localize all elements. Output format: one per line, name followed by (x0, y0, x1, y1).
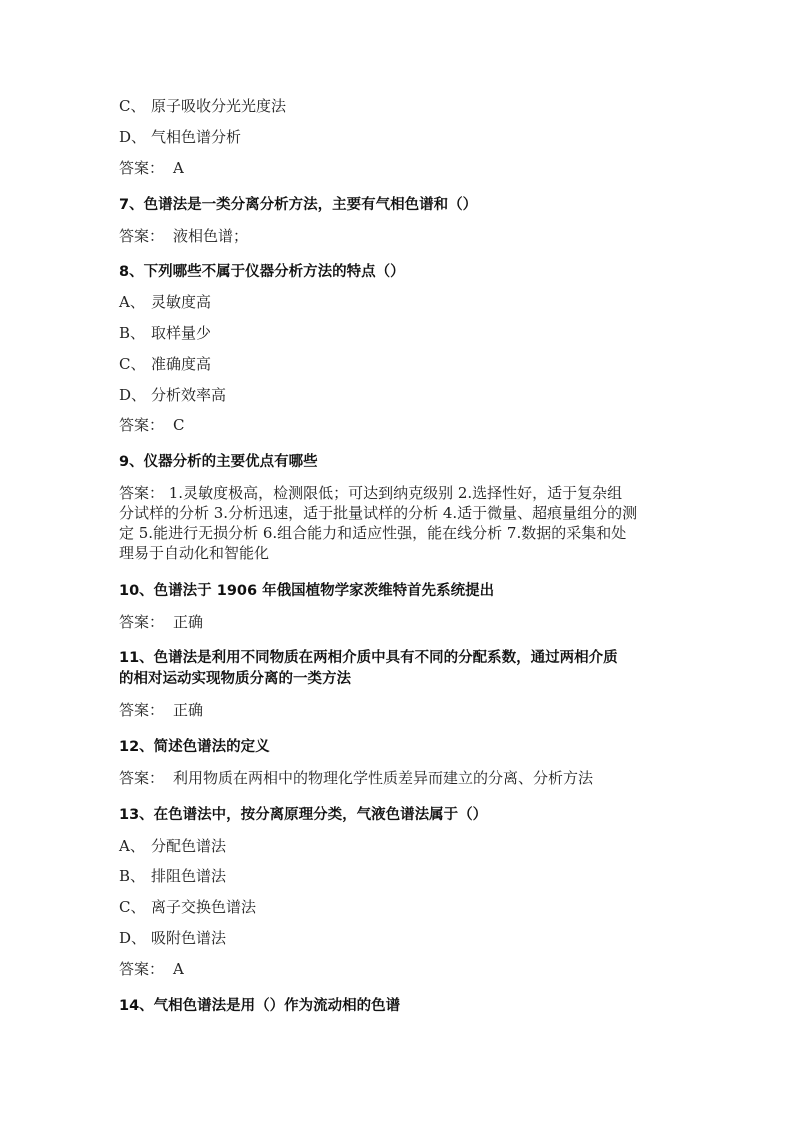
option-text: 吸附色谱法 (151, 929, 227, 947)
answer-line (119, 612, 683, 632)
option-text: 原子吸收分光光度法 (151, 97, 287, 115)
option-text: 离子交换色谱法 (151, 898, 257, 916)
answer-label: 答案： (119, 613, 165, 631)
answer-label: 答案： (119, 701, 165, 719)
answer-text: A (173, 159, 184, 177)
option-label: D、 (119, 386, 147, 404)
answer-line (119, 959, 683, 979)
option-line (119, 866, 683, 886)
answer-line (119, 415, 683, 435)
answer-line (119, 700, 683, 720)
answer-label: 答案： (119, 227, 165, 245)
question-title: 8、下列哪些不属于仪器分析方法的特点（） (119, 264, 405, 280)
option-text: 灵敏度高 (151, 293, 212, 311)
answer-line (119, 158, 683, 178)
option-label: A、 (119, 293, 145, 311)
option-text: 排阻色谱法 (151, 867, 227, 885)
option-label: A、 (119, 837, 145, 855)
option-label: B、 (119, 867, 146, 885)
answer-line-4: 理易于自动化和智能化 (119, 544, 270, 562)
option-line (119, 897, 683, 917)
option-text: 分析效率高 (151, 386, 227, 404)
option-label: C、 (119, 355, 146, 373)
option-label: C、 (119, 898, 146, 916)
answer-text: 液相色谱； (173, 227, 249, 245)
option-label: C、 (119, 97, 146, 115)
option-line (119, 354, 683, 374)
answer-text: 利用物质在两相中的物理化学性质差异而建立的分离、分析方法 (173, 769, 594, 787)
answer-text: A (173, 960, 184, 978)
answer-line (119, 226, 683, 246)
option-line (119, 385, 683, 405)
question-title: 7、色谱法是一类分离分析方法，主要有气相色谱和（） (119, 197, 478, 213)
answer-label: 答案： (119, 769, 165, 787)
question-title-line-2: 的相对运动实现物质分离的一类方法 (119, 671, 351, 687)
answer-text: 正确 (173, 613, 204, 631)
option-line (119, 836, 683, 856)
option-label: D、 (119, 929, 147, 947)
option-text: 分配色谱法 (151, 837, 227, 855)
question-title: 9、仪器分析的主要优点有哪些 (119, 454, 318, 470)
question-title: 13、在色谱法中，按分离原理分类，气液色谱法属于（） (119, 807, 488, 823)
answer-text: C (173, 416, 185, 434)
answer-label: 答案： (119, 960, 165, 978)
option-text: 气相色谱分析 (151, 128, 242, 146)
answer-line (119, 768, 683, 788)
option-line (119, 127, 683, 147)
answer-line-1: 答案： 1.灵敏度极高，检测限低；可达到纳克级别 2.选择性好，适于复杂组 (119, 484, 623, 502)
option-line (119, 323, 683, 343)
answer-text: 正确 (173, 701, 204, 719)
answer-label: 答案： (119, 159, 165, 177)
question-title-line-1: 11、色谱法是利用不同物质在两相介质中具有不同的分配系数，通过两相介质 (119, 650, 618, 666)
question-title: 10、色谱法于 1906 年俄国植物学家茨维特首先系统提出 (119, 583, 495, 599)
option-line (119, 928, 683, 948)
option-text: 准确度高 (151, 355, 212, 373)
option-label: D、 (119, 128, 147, 146)
answer-line-2: 分试样的分析 3.分析迅速，适于批量试样的分析 4.适于微量、超痕量组分的测 (119, 504, 638, 522)
answer-line-3: 定 5.能进行无损分析 6.组合能力和适应性强，能在线分析 7.数据的采集和处 (119, 524, 627, 542)
option-label: B、 (119, 324, 146, 342)
option-text: 取样量少 (151, 324, 212, 342)
question-title: 12、简述色谱法的定义 (119, 739, 270, 755)
question-title: 14、气相色谱法是用（）作为流动相的色谱 (119, 998, 401, 1014)
answer-label: 答案： (119, 416, 165, 434)
option-line (119, 292, 683, 312)
option-line (119, 96, 683, 116)
